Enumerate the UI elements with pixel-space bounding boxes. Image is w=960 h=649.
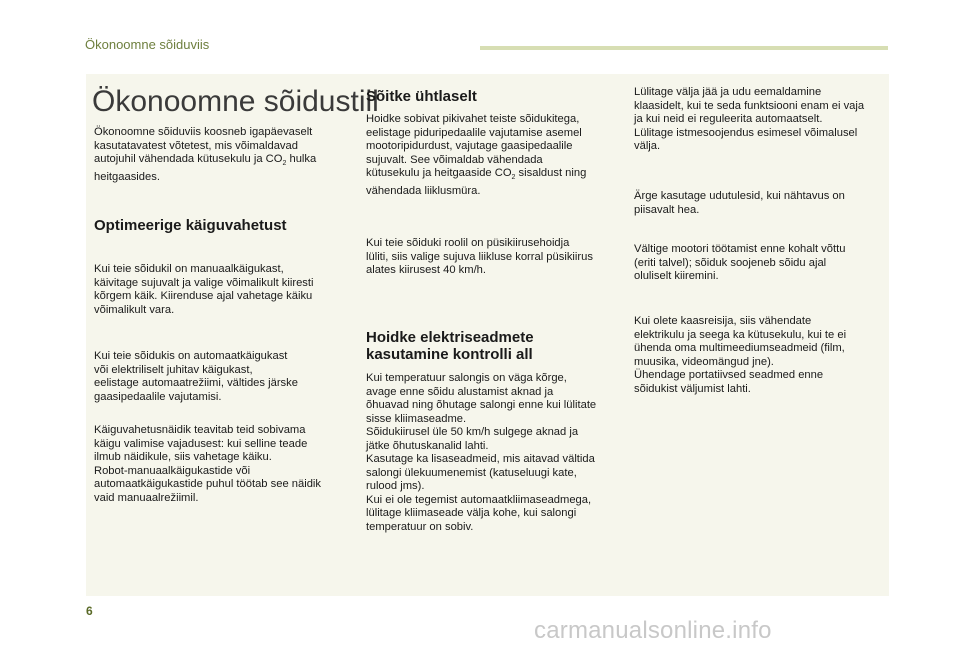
heading-line: kasutamine kontrolli all [366, 346, 533, 363]
text-line: kasutatavatest võtetest, mis võimaldavad [94, 139, 298, 152]
text-fragment: sisaldust ning [515, 167, 587, 179]
text-line: heitgaasides. [94, 170, 160, 183]
text-line: lüliti, siis valige sujuva liikluse korral püsikiirus [366, 250, 593, 263]
header-rule [480, 46, 888, 50]
col3-paragraph-2 [634, 190, 888, 217]
text-line: ilmub näidikule, siis vahetage käiku. [94, 451, 272, 463]
text-line: võimalikult vara. [94, 303, 175, 316]
text-line: eelistage automaatrežiimi, vältides järske [94, 377, 298, 389]
text-line: sujuvalt. See võimaldab vähendada [366, 153, 543, 166]
text-line: Lülitage istmesoojendus esimesel võimalusel [634, 126, 858, 139]
section-heading-smooth: Sõitke ühtlaselt [366, 88, 477, 105]
text-line: kõrgem käik. Kiirenduse ajal vahetage käiku [94, 290, 313, 302]
text-line: Kasutage ka lisaseadmeid, mis aitavad vältida [366, 453, 595, 465]
smooth-paragraph-2 [366, 237, 622, 278]
text-line: klaasidelt, kui te seda funktsiooni enam ei vaja [634, 99, 865, 112]
text-line: Ärge kasutage udutulesid, kui nähtavus on [634, 190, 845, 202]
text-line: vähendada liiklusmüra. [366, 184, 481, 197]
text-line: (eriti talvel); sõiduk soojeneb sõidu ajal [634, 256, 827, 269]
text-line: Vältige mootori töötamist enne kohalt võttu [634, 243, 846, 255]
subscript: 2 [282, 160, 287, 168]
running-header: Ökonoomne sõiduviis [85, 37, 210, 52]
gear-paragraph-3 [94, 424, 354, 505]
text-line: käigu valimise vajadusest: kui selline teade [94, 437, 308, 450]
subscript: 2 [511, 174, 516, 182]
col3-paragraph-1 [634, 86, 888, 154]
page-number: 6 [86, 604, 93, 618]
text-line [366, 167, 622, 185]
text-line: alates kiirusest 40 km/h. [366, 264, 487, 276]
page-title: Ökonoomne sõidustiil [92, 85, 379, 118]
text-line: ja kui neid ei reguleerita automaatselt. [634, 113, 823, 125]
text-fragment: kütusekulu ja heitgaaside CO [366, 167, 512, 179]
text-line: salongi ülekuumenemist (katuseluugi kate, [366, 466, 577, 479]
watermark: carmanualsonline.info [534, 617, 772, 644]
text-line: Kui temperatuur salongis on väga kõrge, [366, 372, 567, 384]
text-line: elektrikulu ja seega ka kütusekulu, kui te ei [634, 328, 847, 341]
text-line: sisse kliimaseadme. [366, 412, 467, 425]
section-heading-electric [366, 329, 534, 363]
text-line: käivitage sujuvalt ja valige võimalikult kiiresti [94, 276, 314, 289]
gear-paragraph-2 [94, 350, 354, 404]
text-fragment: hulka [286, 153, 317, 165]
text-line: Sõidukiirusel üle 50 km/h sulgege aknad ja [366, 426, 579, 438]
text-fragment: autojuhil vähendada kütusekulu ja CO [94, 153, 283, 165]
electric-paragraph [366, 372, 622, 534]
text-line: Kui teie sõidukis on automaatkäigukast [94, 350, 288, 362]
text-line: välja. [634, 140, 661, 152]
text-line: Kui ei ole tegemist automaatkliimaseadmega, [366, 493, 592, 506]
text-line: Robot-manuaalkäigukastide või [94, 464, 251, 477]
text-line: automaatkäigukastide puhul töötab see näidik [94, 478, 322, 490]
heading-line: Hoidke elektriseadmete [366, 329, 534, 346]
text-line: avage enne sõidu alustamist aknad ja [366, 385, 554, 398]
text-line: Käiguvahetusnäidik teavitab teid sobivama [94, 424, 306, 436]
text-line: Lülitage välja jää ja udu eemaldamine [634, 86, 822, 98]
text-line: rulood jms). [366, 480, 425, 492]
text-line: Kui teie sõidukil on manuaalkäigukast, [94, 263, 284, 275]
text-line: Ühendage portatiivsed seadmed enne [634, 369, 824, 381]
text-line: vaid manuaalrežiimil. [94, 491, 199, 504]
text-line: Kui olete kaasreisija, siis vähendate [634, 315, 812, 327]
text-line: piisavalt hea. [634, 203, 700, 216]
col3-paragraph-3 [634, 243, 888, 284]
text-line: gaasipedaalile vajutamisi. [94, 390, 222, 403]
text-line: oluliselt kiiremini. [634, 270, 719, 282]
gear-paragraph-1 [94, 263, 354, 317]
text-line [94, 153, 354, 171]
text-line: Hoidke sobivat pikivahet teiste sõidukitega, [366, 113, 580, 125]
text-line: lülitage kliimaseade välja kohe, kui salongi [366, 507, 577, 519]
col3-paragraph-4 [634, 315, 888, 396]
text-line: ühenda oma multimeediumseadmeid (film, [634, 342, 845, 354]
intro-paragraph [94, 126, 354, 184]
text-line: muusika, videomängud jne). [634, 355, 774, 368]
text-line: sõidukist väljumist lahti. [634, 382, 751, 395]
smooth-paragraph-1 [366, 113, 622, 198]
text-line: jätke õhutuskanalid lahti. [366, 439, 489, 452]
section-heading-gear: Optimeerige käiguvahetust [94, 217, 287, 234]
text-line: Ökonoomne sõiduviis koosneb igapäevaselt [94, 126, 313, 138]
text-line: õhuavad ning õhutage salongi enne kui lülitate [366, 399, 597, 411]
text-line: või elektriliselt juhitav käigukast, [94, 363, 253, 376]
text-line: Kui teie sõiduki roolil on püsikiirusehoidja [366, 237, 570, 249]
text-line: temperatuur on sobiv. [366, 520, 474, 533]
text-line: eelistage piduripedaalile vajutamise asemel [366, 126, 582, 139]
text-line: mootoripidurdust, vajutage gaasipedaalile [366, 140, 573, 152]
